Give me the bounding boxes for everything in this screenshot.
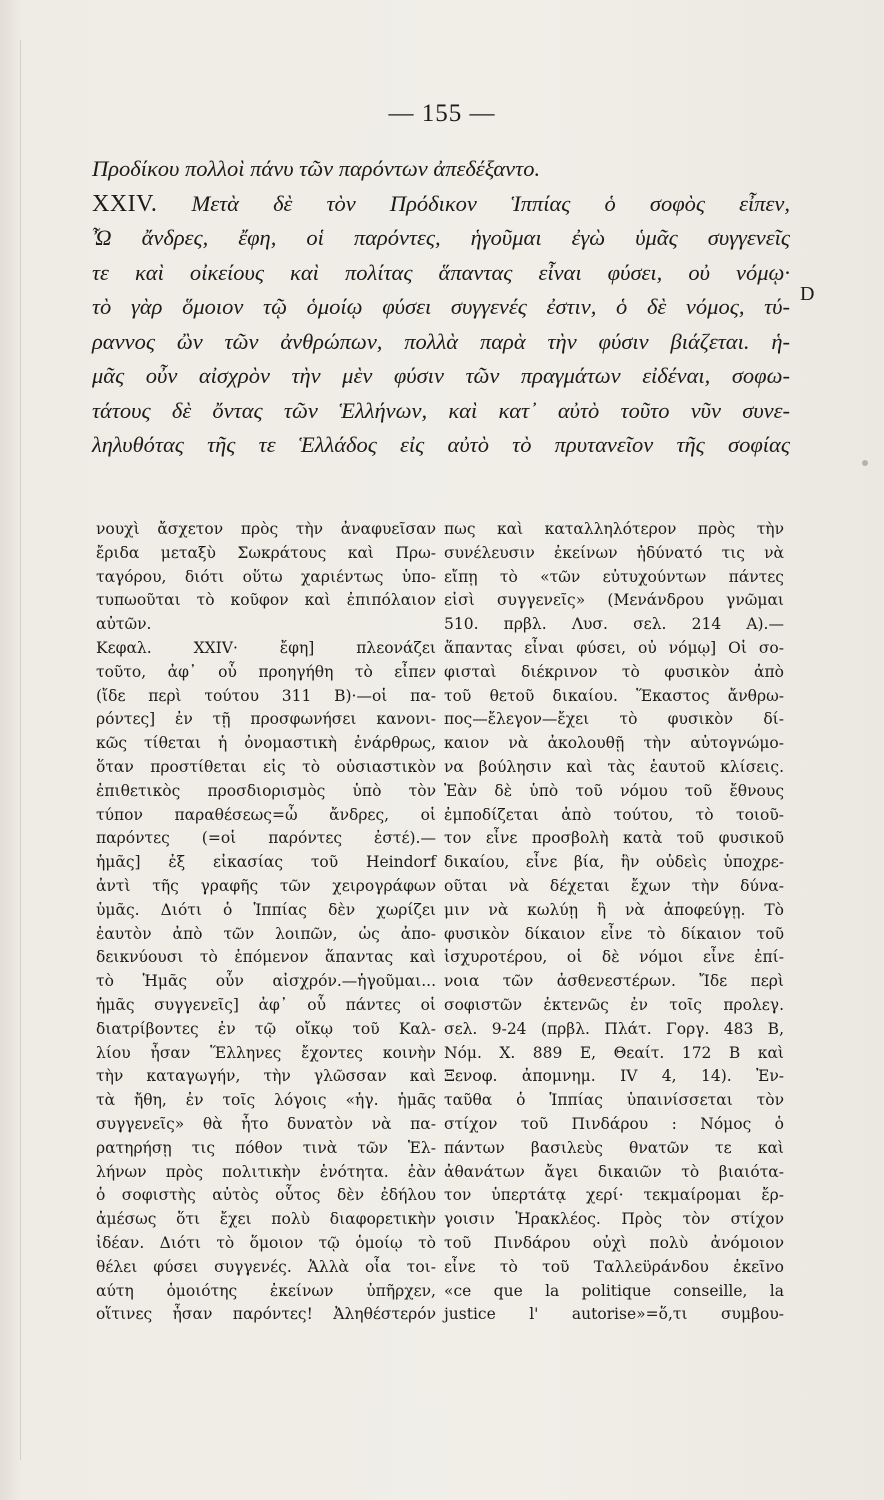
commentary-line: εἴπῃ τὸ «τῶν εὐτυχούντων πάντες: [444, 567, 784, 586]
main-line: τε καὶ οἰκείους καὶ πολίτας ἅπαντας εἶναι φύσει, οὐ νόμῳ·: [92, 259, 790, 285]
commentary-line: ἀντὶ τῆς γραφῆς τῶν χειρογράφων: [96, 876, 436, 895]
commentary-line: ἰσχυροτέρου, οἱ δὲ νόμοι εἶνε ἐπί-: [444, 948, 784, 967]
commentary-line: στίχον τοῦ Πινδάρου : Νόμος ὁ: [444, 1114, 784, 1133]
commentary-line: ἐμποδίζεται ἀπὸ τούτου, τὸ τοιοῦ-: [444, 805, 784, 824]
commentary-right-column: [444, 518, 784, 1327]
main-line: μᾶς οὖν αἰσχρὸν τὴν μὲν φύσιν τῶν πραγμάτων εἰδέναι, σοφω-: [92, 363, 790, 388]
commentary-line: ἡμᾶς συγγενεῖς] ἀφ᾽ οὗ πάντες οἱ: [96, 995, 436, 1014]
commentary-line: καιον νὰ ἀκολουθῇ τὴν αὐτογνώμο-: [444, 734, 784, 753]
commentary-line: πάντων βασιλεὺς θνατῶν τε καὶ: [444, 1138, 784, 1157]
main-text: [92, 152, 790, 463]
commentary-line: οἵτινες ἦσαν παρόντες! Ἀληθέστερόν: [96, 1305, 436, 1324]
binding-edge: [20, 40, 21, 1460]
chapter-number: XXIV.: [92, 190, 158, 217]
main-line: ληλυθότας τῆς τε Ἑλλάδος εἰς αὐτὸ τὸ πρυτανεῖον τῆς σοφίας: [92, 432, 790, 457]
commentary-line: ἰδέαν. Διότι τὸ ὅμοιον τῷ ὁμοίῳ τὸ: [96, 1233, 436, 1252]
commentary-line: τύπον παραθέσεως=ὦ ἄνδρες, οἱ: [96, 805, 436, 824]
commentary-line: συγγενεῖς» θὰ ἦτο δυνατὸν νὰ πα-: [96, 1114, 436, 1133]
commentary-line: ρατηρήσῃ τις πόθον τινὰ τῶν Ἑλ-: [96, 1138, 436, 1157]
commentary-line: ὁ σοφιστὴς αὐτὸς οὗτος δὲν ἐδήλου: [96, 1186, 436, 1205]
commentary-line: λήνων πρὸς πολιτικὴν ἑνότητα. ἐὰν: [96, 1162, 436, 1181]
commentary-line: ρόντες] ἐν τῇ προσφωνήσει κανονι-: [96, 710, 436, 729]
commentary-line: justice l' autorise»=ὅ,τι συμβου-: [444, 1305, 784, 1324]
main-line: τάτους δὲ ὄντας τῶν Ἑλλήνων, καὶ κατ᾽ αὐτὸ τοῦτο νῦν συνε-: [92, 397, 790, 423]
commentary-line: ταῦθα ὁ Ἱππίας ὑπαινίσσεται τὸν: [444, 1091, 784, 1110]
main-line: Προδίκου πολλοὶ πάνυ τῶν παρόντων ἀπεδέξαντο.: [92, 156, 541, 181]
commentary-line: φυσικὸν δίκαιον εἶνε τὸ δίκαιον τοῦ: [444, 924, 784, 943]
commentary-line: σελ. 9-24 (πρβλ. Πλάτ. Γοργ. 483 B,: [444, 1019, 784, 1038]
commentary-line: ἔριδα μεταξὺ Σωκράτους καὶ Πρω-: [96, 543, 436, 562]
commentary-line: κῶς τίθεται ἡ ὀνομαστικὴ ἐνάρθρως,: [96, 734, 436, 753]
commentary-line: δεικνύουσι τὸ ἑπόμενον ἅπαντας καὶ: [96, 948, 436, 967]
page-number: — 155 —: [388, 100, 496, 127]
commentary-line: τὸ Ἡμᾶς οὖν αἰσχρόν.—ἡγοῦμαι...: [96, 972, 436, 991]
commentary-line: ὑμᾶς. Διότι ὁ Ἱππίας δὲν χωρίζει: [96, 900, 436, 919]
commentary-line: ἑαυτὸν ἀπὸ τῶν λοιπῶν, ὡς ἀπο-: [96, 924, 436, 943]
commentary-line: Νόμ. X. 889 E, Θεαίτ. 172 B καὶ: [444, 1043, 784, 1062]
commentary-line: αύτη ὁμοιότης ἐκείνων ὑπῆρχεν,: [96, 1281, 436, 1300]
commentary-line: 510. πρβλ. Λυσ. σελ. 214 A).—: [444, 615, 784, 634]
commentary-line: τυπωοῦται τὸ κοῦφον καὶ ἐπιπόλαιον: [96, 591, 436, 610]
paper-speck: [862, 460, 868, 466]
margin-section-marker: D: [800, 283, 815, 305]
commentary-line: λίου ἦσαν Ἕλληνες ἔχοντες κοινὴν: [96, 1043, 436, 1062]
commentary-line: εἶνε τὸ τοῦ Ταλλεϋράνδου ἐκεῖνο: [444, 1257, 784, 1276]
commentary-line: σοφιστῶν ἐκτενῶς ἐν τοῖς προλεγ.: [444, 995, 784, 1014]
commentary-line: ἀμέσως ὅτι ἔχει πολὺ διαφορετικὴν: [96, 1210, 436, 1229]
commentary-line: τὴν καταγωγήν, τὴν γλῶσσαν καὶ: [96, 1067, 436, 1086]
commentary-line: ὅταν προστίθεται εἰς τὸ οὐσιαστικὸν: [96, 757, 436, 776]
commentary-line: φισταὶ διέκρινον τὸ φυσικὸν ἀπὸ: [444, 662, 784, 681]
commentary-line: να βούλησιν καὶ τὰς ἑαυτοῦ κλίσεις.: [444, 757, 784, 776]
commentary-line: παρόντες (=οἱ παρόντες ἐστέ).—: [96, 829, 436, 848]
commentary-line: πως καὶ καταλληλότερον πρὸς τὴν: [444, 520, 784, 538]
commentary-line: γοισιν Ἡρακλέος. Πρὸς τὸν στίχον: [444, 1210, 784, 1229]
commentary-line: τοῦτο, ἀφ᾽ οὗ προηγήθη τὸ εἶπεν: [96, 662, 436, 681]
commentary-line: Ξενοφ. ἀπομνημ. IV 4, 14). Ἐν-: [444, 1067, 784, 1086]
commentary-line: τον εἶνε προσβολὴ κατὰ τοῦ φυσικοῦ: [444, 829, 784, 848]
commentary-left-column: [96, 518, 436, 1327]
commentary-line: τοῦ Πινδάρου οὐχὶ πολὺ ἀνόμοιον: [444, 1233, 784, 1252]
commentary-line: τοῦ θετοῦ δικαίου. Ἕκαστος ἄνθρω-: [444, 686, 784, 705]
commentary-line: τον ὑπερτάτᾳ χερί· τεκμαίρομαι ἔρ-: [444, 1186, 784, 1205]
commentary-line: νουχὶ ἄσχετον πρὸς τὴν ἀναφυεῖσαν: [96, 520, 436, 538]
commentary-line: οῦται νὰ δέχεται ἔχων τὴν δύνα-: [444, 876, 784, 895]
commentary-line: ἐπιθετικὸς προσδιορισμὸς ὑπὸ τὸν: [96, 781, 436, 800]
commentary-line: τὰ ἤθη, ἐν τοῖς λόγοις «ἡγ. ἡμᾶς: [96, 1091, 436, 1110]
commentary-line: νοια τῶν ἀσθενεστέρων. Ἴδε περὶ: [444, 972, 784, 991]
commentary-line: Ἐὰν δὲ ὑπὸ τοῦ νόμου τοῦ ἔθνους: [444, 781, 784, 800]
commentary-line: «ce que la politique conseille, la: [444, 1281, 784, 1300]
commentary-line: συνέλευσιν ἐκείνων ἠδύνατό τις νὰ: [444, 543, 784, 562]
commentary-line: πος—ἔλεγον—ἔχει τὸ φυσικὸν δί-: [444, 710, 784, 729]
main-line-text: Μετὰ δὲ τὸν Πρόδικον Ἱππίας ὁ σοφὸς εἶπεν,: [191, 190, 790, 216]
main-line: [92, 187, 790, 222]
commentary-line: εἰσὶ συγγενεῖς» (Μενάνδρου γνῶμαι: [444, 591, 784, 610]
commentary-line: θέλει φύσει συγγενές. Ἀλλὰ οἷα τοι-: [96, 1257, 436, 1276]
main-line: ραννος ὢν τῶν ἀνθρώπων, πολλὰ παρὰ τὴν φύσιν βιάζεται. ἡ-: [92, 328, 790, 354]
commentary-line: δικαίου, εἶνε βία, ἣν οὐδεὶς ὑποχρε-: [444, 853, 784, 872]
commentary-line: μιν νὰ κωλύῃ ἢ νὰ ἀποφεύγῃ. Τὸ: [444, 900, 784, 919]
commentary-line: ἡμᾶς] ἐξ εἰκασίας τοῦ Heindorf: [96, 853, 436, 872]
commentary-line: Κεφαλ. XXIV· ἔφη] πλεονάζει: [96, 638, 436, 657]
commentary-line: ἀθανάτων ἄγει δικαιῶν τὸ βιαιότα-: [444, 1162, 784, 1181]
main-line: τὸ γὰρ ὅμοιον τῷ ὁμοίῳ φύσει συγγενές ἐστιν, ὁ δὲ νόμος, τύ-: [92, 294, 790, 319]
commentary-line: ἅπαντας εἶναι φύσει, οὐ νόμῳ] Οἱ σο-: [444, 638, 784, 657]
commentary-line: ταγόρου, διότι οὕτω χαριέντως ὑπο-: [96, 567, 436, 586]
commentary-line: διατρίβοντες ἐν τῷ οἴκῳ τοῦ Καλ-: [96, 1019, 436, 1038]
commentary-line: αὐτῶν.: [96, 615, 152, 634]
commentary-line: (ἴδε περὶ τούτου 311 B)·—οἱ πα-: [96, 686, 436, 705]
main-line: Ὦ ἄνδρες, ἔφη, οἱ παρόντες, ἡγοῦμαι ἐγὼ ὑμᾶς συγγενεῖς: [92, 225, 790, 250]
